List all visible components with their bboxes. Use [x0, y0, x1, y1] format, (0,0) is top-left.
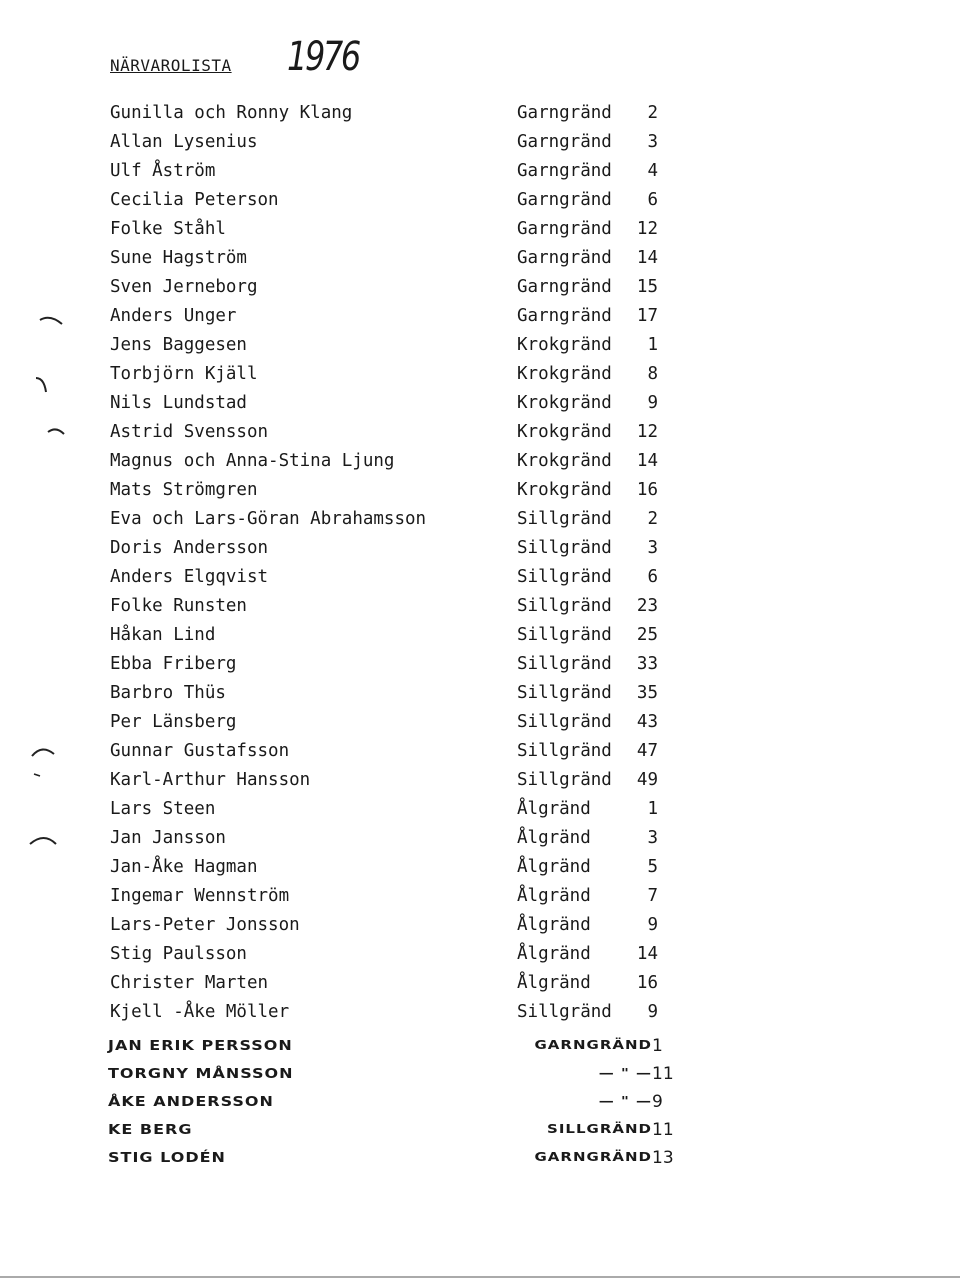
- list-row: [0, 796, 960, 825]
- handwritten-street: SILLGRÄND: [547, 1121, 652, 1137]
- house-number: 2: [647, 103, 658, 123]
- house-number: 5: [647, 857, 658, 877]
- list-row: [0, 100, 960, 129]
- resident-name: Per Länsberg: [110, 712, 237, 732]
- resident-name: Sune Hagström: [110, 248, 247, 268]
- house-number: 9: [647, 393, 658, 413]
- list-row: [0, 912, 960, 941]
- handwritten-street: GARNGRÄND: [534, 1149, 652, 1165]
- list-row: [0, 593, 960, 622]
- resident-name: Ebba Friberg: [110, 654, 237, 674]
- resident-name: Mats Strömgren: [110, 480, 258, 500]
- house-number: 1: [647, 335, 658, 355]
- street-name: Sillgränd: [517, 538, 612, 558]
- resident-name: Ulf Åström: [110, 161, 216, 181]
- house-number: 14: [636, 944, 658, 964]
- house-number: 3: [647, 538, 658, 558]
- bottom-rule: [0, 1276, 960, 1278]
- street-name: Krokgränd: [517, 335, 612, 355]
- list-row: [0, 216, 960, 245]
- resident-name: Håkan Lind: [110, 625, 216, 645]
- resident-name: Astrid Svensson: [110, 422, 269, 442]
- handwritten-number: 11: [652, 1120, 674, 1140]
- house-number: 2: [647, 509, 658, 529]
- list-row: [0, 187, 960, 216]
- street-name: Krokgränd: [517, 480, 612, 500]
- handwritten-street: — " —: [598, 1065, 652, 1081]
- list-row: [0, 883, 960, 912]
- street-name: Ålgränd: [517, 828, 591, 848]
- street-name: Sillgränd: [517, 625, 612, 645]
- resident-name: Lars Steen: [110, 799, 216, 819]
- resident-name: Allan Lysenius: [110, 132, 258, 152]
- list-row: [0, 651, 960, 680]
- house-number: 6: [647, 567, 658, 587]
- resident-name: Folke Ståhl: [110, 219, 226, 239]
- house-number: 17: [636, 306, 658, 326]
- list-row: [0, 245, 960, 274]
- resident-name: Stig Paulsson: [110, 944, 247, 964]
- handwritten-row: [0, 1036, 960, 1064]
- list-row: [0, 564, 960, 593]
- handwritten-number: 1: [652, 1036, 663, 1056]
- resident-name: Karl-Arthur Hansson: [110, 770, 311, 790]
- list-row: [0, 825, 960, 854]
- list-row: [0, 854, 960, 883]
- resident-name: Barbro Thüs: [110, 683, 226, 703]
- list-row: [0, 332, 960, 361]
- street-name: Krokgränd: [517, 422, 612, 442]
- list-row: [0, 999, 960, 1028]
- house-number: 16: [636, 480, 658, 500]
- street-name: Sillgränd: [517, 741, 612, 761]
- handwritten-street: — " —: [598, 1093, 652, 1109]
- street-name: Garngränd: [517, 306, 612, 326]
- street-name: Ålgränd: [517, 799, 591, 819]
- house-number: 9: [647, 1002, 658, 1022]
- list-row: [0, 361, 960, 390]
- list-row: [0, 622, 960, 651]
- house-number: 4: [647, 161, 658, 181]
- handwritten-name: KE BERG: [108, 1121, 193, 1138]
- house-number: 12: [636, 219, 658, 239]
- resident-name: Torbjörn Kjäll: [110, 364, 258, 384]
- attendance-list: [0, 100, 960, 1028]
- handwritten-row: [0, 1064, 960, 1092]
- handwritten-street: GARNGRÄND: [534, 1037, 652, 1053]
- house-number: 23: [636, 596, 658, 616]
- handwritten-row: [0, 1148, 960, 1176]
- handwritten-name: STIG LODÉN: [108, 1149, 226, 1166]
- list-row: [0, 680, 960, 709]
- list-row: [0, 941, 960, 970]
- resident-name: Doris Andersson: [110, 538, 269, 558]
- resident-name: Christer Marten: [110, 973, 269, 993]
- handwritten-row: [0, 1092, 960, 1120]
- list-row: [0, 767, 960, 796]
- resident-name: Ingemar Wennström: [110, 886, 290, 906]
- list-row: [0, 709, 960, 738]
- house-number: 9: [647, 915, 658, 935]
- street-name: Ålgränd: [517, 944, 591, 964]
- street-name: Krokgränd: [517, 364, 612, 384]
- house-number: 49: [636, 770, 658, 790]
- handwritten-number: 13: [652, 1148, 674, 1168]
- street-name: Garngränd: [517, 103, 612, 123]
- street-name: Garngränd: [517, 161, 612, 181]
- house-number: 35: [636, 683, 658, 703]
- handwritten-name: TORGNY MÅNSSON: [108, 1065, 294, 1082]
- street-name: Sillgränd: [517, 654, 612, 674]
- list-row: [0, 535, 960, 564]
- handwritten-name: JAN ERIK PERSSON: [108, 1037, 293, 1054]
- handwritten-name: ÅKE ANDERSSON: [108, 1093, 274, 1110]
- list-row: [0, 419, 960, 448]
- street-name: Sillgränd: [517, 770, 612, 790]
- street-name: Krokgränd: [517, 393, 612, 413]
- resident-name: Gunilla och Ronny Klang: [110, 103, 353, 123]
- resident-name: Folke Runsten: [110, 596, 247, 616]
- street-name: Garngränd: [517, 132, 612, 152]
- street-name: Sillgränd: [517, 712, 612, 732]
- list-row: [0, 390, 960, 419]
- house-number: 1: [647, 799, 658, 819]
- house-number: 12: [636, 422, 658, 442]
- list-row: [0, 129, 960, 158]
- street-name: Garngränd: [517, 277, 612, 297]
- resident-name: Sven Jerneborg: [110, 277, 258, 297]
- resident-name: Magnus och Anna-Stina Ljung: [110, 451, 395, 471]
- street-name: Sillgränd: [517, 596, 612, 616]
- house-number: 8: [647, 364, 658, 384]
- street-name: Ålgränd: [517, 973, 591, 993]
- house-number: 15: [636, 277, 658, 297]
- house-number: 33: [636, 654, 658, 674]
- resident-name: Nils Lundstad: [110, 393, 247, 413]
- resident-name: Jan-Åke Hagman: [110, 857, 258, 877]
- street-name: Garngränd: [517, 190, 612, 210]
- street-name: Ålgränd: [517, 915, 591, 935]
- street-name: Sillgränd: [517, 567, 612, 587]
- list-row: [0, 448, 960, 477]
- resident-name: Jens Baggesen: [110, 335, 247, 355]
- house-number: 7: [647, 886, 658, 906]
- handwritten-number: 9: [652, 1092, 663, 1112]
- house-number: 14: [636, 248, 658, 268]
- list-row: [0, 970, 960, 999]
- house-number: 6: [647, 190, 658, 210]
- resident-name: Anders Elgqvist: [110, 567, 269, 587]
- handwritten-year: 1976: [287, 34, 359, 80]
- resident-name: Jan Jansson: [110, 828, 226, 848]
- street-name: Sillgränd: [517, 509, 612, 529]
- resident-name: Gunnar Gustafsson: [110, 741, 290, 761]
- list-row: [0, 303, 960, 332]
- resident-name: Kjell -Åke Möller: [110, 1002, 290, 1022]
- list-row: [0, 506, 960, 535]
- resident-name: Cecilia Peterson: [110, 190, 279, 210]
- resident-name: Lars-Peter Jonsson: [110, 915, 300, 935]
- house-number: 3: [647, 828, 658, 848]
- list-row: [0, 274, 960, 303]
- house-number: 16: [636, 973, 658, 993]
- house-number: 25: [636, 625, 658, 645]
- list-row: [0, 477, 960, 506]
- house-number: 14: [636, 451, 658, 471]
- street-name: Garngränd: [517, 248, 612, 268]
- resident-name: Eva och Lars-Göran Abrahamsson: [110, 509, 427, 529]
- street-name: Garngränd: [517, 219, 612, 239]
- house-number: 47: [636, 741, 658, 761]
- street-name: Sillgränd: [517, 1002, 612, 1022]
- list-row: [0, 738, 960, 767]
- street-name: Krokgränd: [517, 451, 612, 471]
- handwritten-row: [0, 1120, 960, 1148]
- street-name: Sillgränd: [517, 683, 612, 703]
- resident-name: Anders Unger: [110, 306, 237, 326]
- street-name: Ålgränd: [517, 857, 591, 877]
- street-name: Ålgränd: [517, 886, 591, 906]
- document-heading: NÄRVAROLISTA: [110, 56, 232, 75]
- handwritten-additions: [0, 1036, 960, 1176]
- house-number: 3: [647, 132, 658, 152]
- list-row: [0, 158, 960, 187]
- handwritten-number: 11: [652, 1064, 674, 1084]
- house-number: 43: [636, 712, 658, 732]
